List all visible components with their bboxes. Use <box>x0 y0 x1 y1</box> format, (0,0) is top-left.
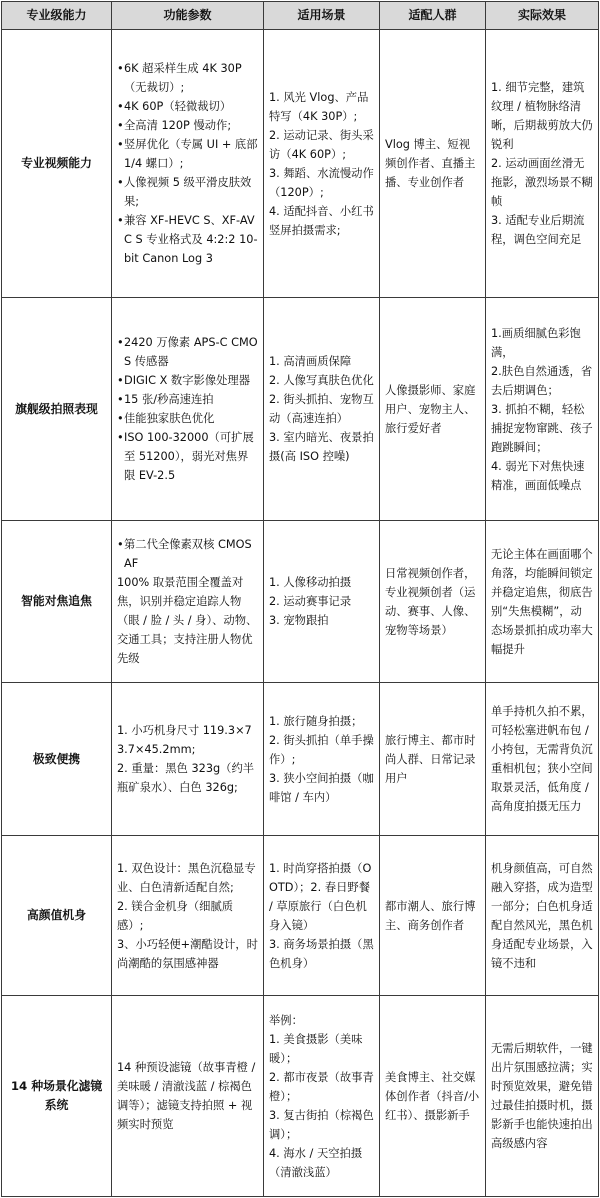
audience-cell <box>380 30 486 298</box>
scenes-cell <box>264 521 380 683</box>
table-body <box>2 30 599 1197</box>
effects-cell <box>486 996 599 1197</box>
scene-line: 4. 海水 / 天空拍摄（清澈浅蓝） <box>269 1146 363 1179</box>
scene-line: 举例： <box>269 1013 303 1027</box>
param-line: • DIGIC X 数字影像处理器 <box>117 371 258 390</box>
scene-line: 2. 运动赛事记录 <box>269 595 352 608</box>
table-row <box>2 836 599 996</box>
audience-line: 旅行博主、都市时尚人群、日常记录用户 <box>385 733 476 785</box>
audience-line: 人像摄影师、家庭用户、宠物主人、旅行爱好者 <box>385 383 476 435</box>
param-line: • 第二代全像素双核 CMOS AF <box>117 535 258 573</box>
audience-cell <box>380 521 486 683</box>
effect-line: 1.画质细腻色彩饱满， <box>491 326 581 359</box>
scene-line: 1. 风光 Vlog、产品特写（4K 30P）; <box>269 90 369 123</box>
audience-line: 日常视频创作者，专业视频创者（运动、赛事、人像、宠物等场景） <box>385 566 476 637</box>
audience-cell <box>380 996 486 1197</box>
feature-cell: 智能对焦追焦 <box>2 521 112 683</box>
scene-line: 3. 复古街拍（棕褐色调）； <box>269 1108 374 1141</box>
effects-cell <box>486 683 599 836</box>
scenes-cell <box>264 298 380 521</box>
params-cell <box>112 996 264 1197</box>
param-line: 2. 镁合金机身（细腻质感）; <box>117 899 234 932</box>
params-cell <box>112 30 264 298</box>
param-line: • 竖屏优化（专属 UI + 底部 1/4 螺口）; <box>117 135 258 173</box>
table-row <box>2 30 599 298</box>
scene-line: 4. 适配抖音、小红书竖屏拍摄需求; <box>269 204 374 237</box>
effect-line: 1. 细节完整，建筑纹理 / 植物脉络清晰，后期裁剪放大仍锐利 <box>491 81 593 151</box>
header-params: 功能参数 <box>112 2 264 30</box>
param-line: 2. 重量：黑色 323g（约半瓶矿泉水）、白色 326g; <box>117 762 255 794</box>
effect-line: 无需后期软件，一键出片氛围感拉满；实时预览效果，避免错过最佳拍摄时机，摄影新手也能快速拍出高级感内容 <box>491 1042 593 1150</box>
table-row <box>2 298 599 521</box>
effect-line: 无论主体在画面哪个角落，均能瞬间锁定并稳定追焦，彻底告别“失焦模糊”，动态场景抓拍成功率大幅提升 <box>491 547 593 656</box>
scene-line: 3. 室内暗光、夜景拍摄(高 ISO 控噪) <box>269 431 374 463</box>
scene-line: 1. 高清画质保障 <box>269 355 352 368</box>
params-cell <box>112 836 264 996</box>
effects-cell <box>486 836 599 996</box>
feature-cell: 专业视频能力 <box>2 30 112 298</box>
audience-line: Vlog 博主、短视频创作者、直播主播、专业创作者 <box>385 138 476 189</box>
table-header <box>2 2 599 30</box>
header-effects: 实际效果 <box>486 2 599 30</box>
scene-line: 2. 都市夜景（故事青橙）； <box>269 1070 374 1103</box>
header-audience: 适配人群 <box>380 2 486 30</box>
params-cell <box>112 521 264 683</box>
effect-line: 3. 抓拍不糊，轻松捕捉宠物窜跳、孩子跑跳瞬间； <box>491 402 593 454</box>
scenes-cell <box>264 30 380 298</box>
scene-line: 1. 美食摄影（美味暖）； <box>269 1032 363 1065</box>
header-feature: 专业级能力 <box>2 2 112 30</box>
param-line: 3、小巧轻便+潮酷设计，时尚潮酷的氛围感神器 <box>117 937 258 970</box>
table-row <box>2 521 599 683</box>
param-line: 1. 小巧机身尺寸 119.3×73.7×45.2mm; <box>117 724 252 756</box>
effect-line: 2.肤色自然通透，省去后期调色； <box>491 364 593 397</box>
table-row <box>2 683 599 836</box>
audience-cell <box>380 836 486 996</box>
scene-line: 3. 宠物跟拍 <box>269 614 329 627</box>
scene-line: 2. 街头抓拍、宠物互动（高速连拍） <box>269 393 374 425</box>
feature-cell: 极致便携 <box>2 683 112 836</box>
table-row <box>2 996 599 1197</box>
effect-line: 2. 运动画面丝滑无拖影，激烈场景不糊帧 <box>491 157 593 208</box>
param-line: • ISO 100-32000（可扩展至 51200），弱光对焦界限 EV-2.5 <box>117 428 258 485</box>
effect-line: 3. 适配专业后期流程，调色空间充足 <box>491 214 585 246</box>
header-row <box>2 2 599 30</box>
param-line: 1. 双色设计：黑色沉稳显专业、白色清新适配自然; <box>117 861 256 894</box>
feature-cell: 14 种场景化滤镜系统 <box>2 996 112 1197</box>
param-line: • 兼容 XF-HEVC S、XF-AVC S 专业格式及 4:2:2 10-bit Canon Log 3 <box>117 211 258 268</box>
effects-cell <box>486 521 599 683</box>
scenes-cell <box>264 996 380 1197</box>
audience-cell <box>380 298 486 521</box>
effect-line: 单手持机久拍不累，可轻松塞进帆布包 / 小挎包，无需背负沉重相机包；狭小空间取景灵活，低角度 / 高角度拍摄无压力 <box>491 705 593 813</box>
scene-line: 2. 运动记录、街头采访（4K 60P）; <box>269 128 374 161</box>
param-line: 100% 取景范围全覆盖对焦，识别并稳定追踪人物（眼 / 脸 / 头 / 身）、动物、交通工具；支持注册人物优先级 <box>117 576 258 665</box>
params-cell <box>112 683 264 836</box>
param-line: 14 种预设滤镜（故事青橙 / 美味暖 / 清澈浅蓝 / 棕褐色调等）；滤镜支持拍照 + 视频实时预览 <box>117 1061 256 1131</box>
scene-line: 2. 街头抓拍（单手操作）; <box>269 733 374 766</box>
param-line: • 6K 超采样生成 4K 30P（无裁切）; <box>117 59 258 97</box>
effects-cell <box>486 30 599 298</box>
effect-line: 机身颜值高，可自然融入穿搭，成为造型一部分；白色机身适配自然风光，黑色机身适配专业场景，入镜不违和 <box>491 861 593 970</box>
param-line: • 15 张/秒高速连拍 <box>117 390 258 409</box>
audience-line: 都市潮人、旅行博主、商务创作者 <box>385 899 476 932</box>
scenes-cell <box>264 836 380 996</box>
scene-line: 3. 商务场景拍摄（黑色机身） <box>269 937 374 970</box>
param-line: • 2420 万像素 APS-C CMOS 传感器 <box>117 333 258 371</box>
feature-cell: 高颜值机身 <box>2 836 112 996</box>
header-scenes: 适用场景 <box>264 2 380 30</box>
scene-line: 3. 舞蹈、水流慢动作（120P）; <box>269 166 374 199</box>
param-line: • 人像视频 5 级平滑皮肤效果; <box>117 173 258 211</box>
audience-cell <box>380 683 486 836</box>
scene-line: 1. 时尚穿搭拍摄（OOTD）；2. 春日野餐 / 草原旅行（白色机身入镜） <box>269 861 372 932</box>
param-line: • 4K 60P（轻微裁切） <box>117 97 258 116</box>
effect-line: 4. 弱光下对焦快速精准，画面低噪点 <box>491 459 585 492</box>
effects-cell <box>486 298 599 521</box>
param-line: • 佳能独家肤色优化 <box>117 409 258 428</box>
scene-line: 2. 人像写真肤色优化 <box>269 374 374 387</box>
scene-line: 1. 人像移动拍摄 <box>269 576 352 589</box>
scenes-cell <box>264 683 380 836</box>
param-line: • 全高清 120P 慢动作; <box>117 116 258 135</box>
scene-line: 3. 狭小空间拍摄（咖啡馆 / 车内） <box>269 771 374 804</box>
params-cell <box>112 298 264 521</box>
spec-table <box>1 1 599 1197</box>
audience-line: 美食博主、社交媒体创作者（抖音/小红书）、摄影新手 <box>385 1070 480 1122</box>
feature-cell: 旗舰级拍照表现 <box>2 298 112 521</box>
scene-line: 1. 旅行随身拍摄； <box>269 714 363 728</box>
